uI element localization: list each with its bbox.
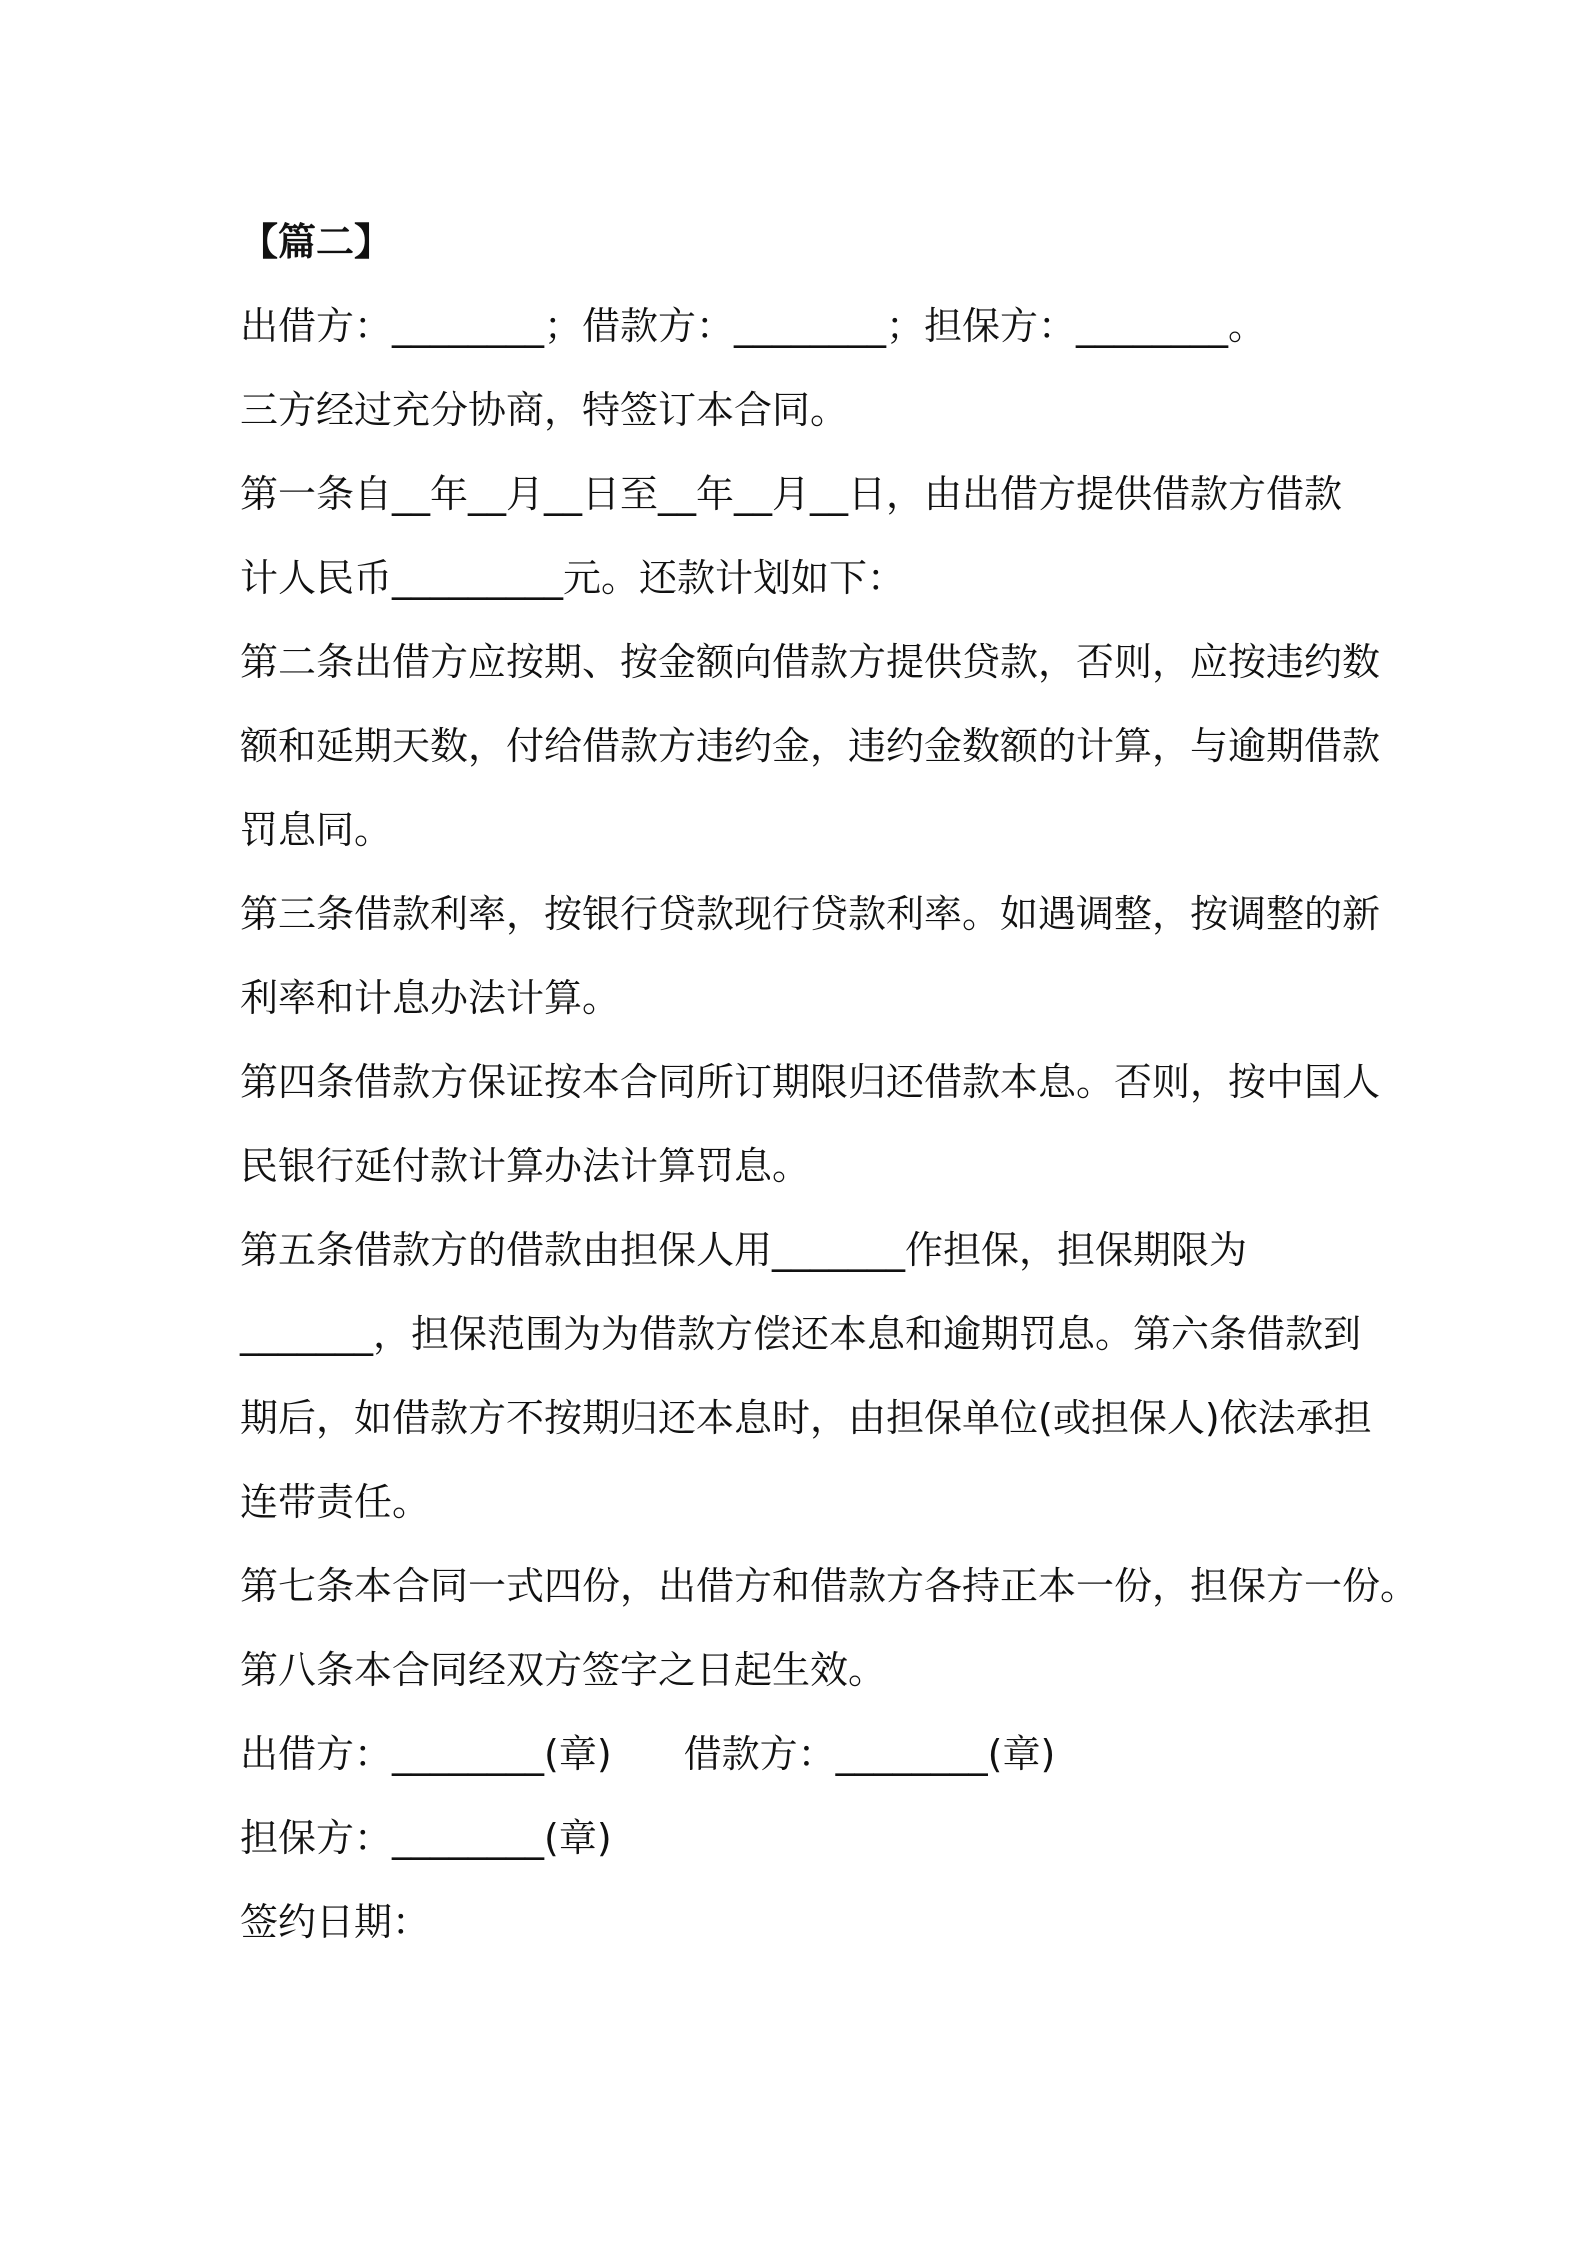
article-6-line-2: 连带责任。 [240,1480,431,1524]
article-8-line: 第八条本合同经双方签字之日起生效。 [240,1648,887,1692]
article-1-line-2: 计人民币_________元。还款计划如下： [240,556,906,600]
parties-line: 出借方：________；借款方：________；担保方：________。 [240,304,1267,348]
lender-signature: 出借方：________(章) [240,1732,612,1776]
agreement-intro: 三方经过充分协商，特签订本合同。 [240,388,849,432]
signature-row-guarantor [240,1796,1355,1880]
article-1-line-1: 第一条自__年__月__日至__年__月__日，由出借方提供借款方借款 [240,472,1343,516]
article-4-line-1: 第四条借款方保证按本合同所订期限归还借款本息。否则，按中国人 [240,1060,1381,1104]
contract-body [240,200,1419,1964]
signature-row-date [240,1880,1355,1964]
guarantor-signature: 担保方：________(章) [240,1816,612,1860]
article-2-line-1: 第二条出借方应按期、按金额向借款方提供贷款，否则，应按违约数 [240,640,1381,684]
article-6-line-1: 期后，如借款方不按期归还本息时，由担保单位(或担保人)依法承担 [240,1396,1372,1440]
article-3-line-2: 利率和计息办法计算。 [240,976,621,1020]
article-2-line-2: 额和延期天数，付给借款方违约金，违约金数额的计算，与逾期借款 [240,724,1381,768]
signature-row-parties [240,1712,1355,1796]
article-3-line-1: 第三条借款利率，按银行贷款现行贷款利率。如遇调整，按调整的新 [240,892,1381,936]
section-heading: 【篇二】 [240,220,393,264]
sign-date-label: 签约日期： [240,1900,431,1944]
borrower-signature: 借款方：________(章) [683,1732,1056,1776]
article-2-line-3: 罚息同。 [240,808,393,852]
article-5-line-2: _______，担保范围为为借款方偿还本息和逾期罚息。第六条借款到 [240,1312,1362,1356]
article-7-line: 第七条本合同一式四份，出借方和借款方各持正本一份，担保方一份。 [240,1564,1419,1608]
article-4-line-2: 民银行延付款计算办法计算罚息。 [240,1144,811,1188]
article-5-line-1: 第五条借款方的借款由担保人用_______作担保，担保期限为 [240,1228,1248,1272]
